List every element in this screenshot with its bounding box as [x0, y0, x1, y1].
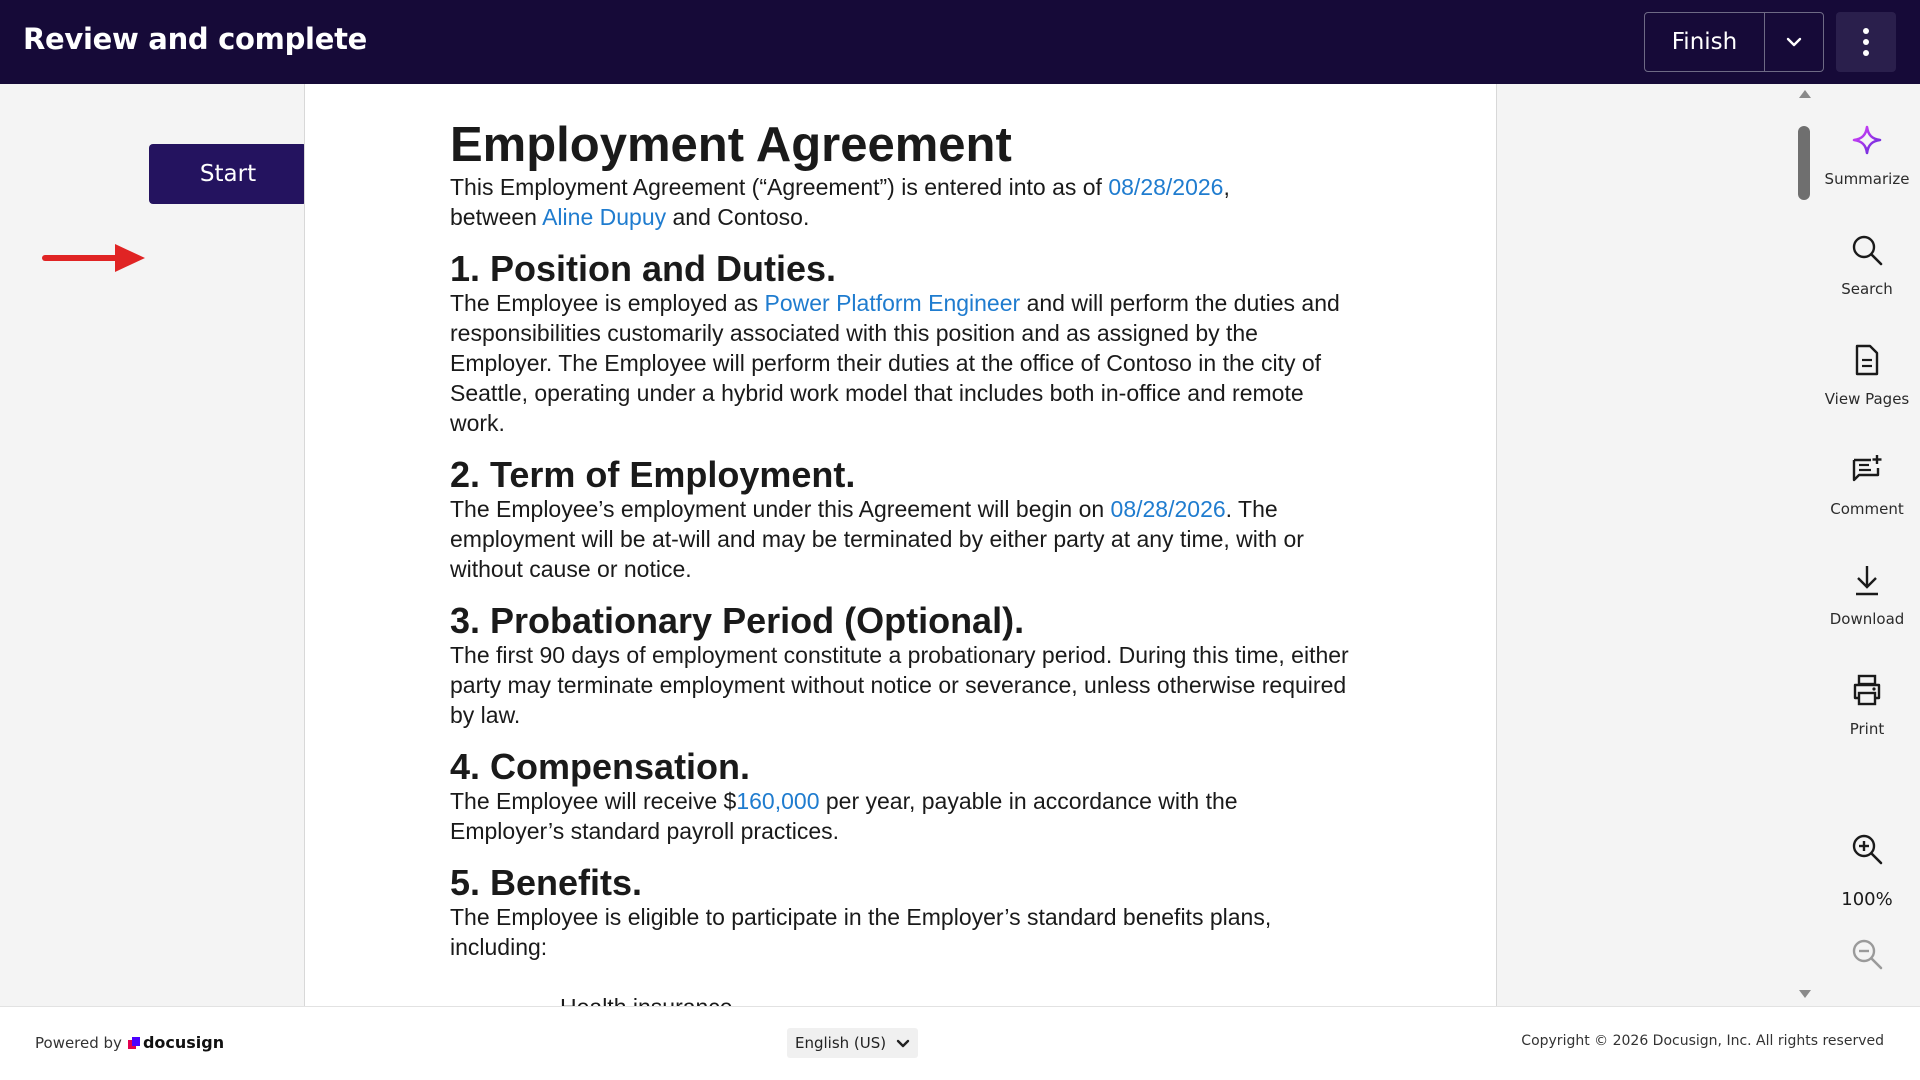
kebab-icon — [1862, 27, 1870, 57]
print-icon — [1852, 674, 1882, 706]
zoom-level: 100% — [1841, 889, 1893, 910]
more-options-button[interactable] — [1836, 12, 1896, 72]
download-button[interactable] — [1814, 560, 1920, 628]
section-heading: 2. Term of Employment. — [450, 454, 856, 495]
section-body: The Employee is employed as Power Platform Engineer and will perform the duties and responsibilities customarily associated with this position and as assigned by the Employer. The Employee will perform their duties at the office of Contoso in the city of Seattle, operating under a hybrid work model that includes both in-office and remote work. — [450, 290, 1340, 436]
summarize-label: Summarize — [1824, 170, 1910, 188]
tools-sidebar — [1814, 84, 1920, 1006]
docusign-logo — [128, 1033, 224, 1052]
salary-field[interactable]: 160,000 — [736, 788, 820, 814]
zoom-in-icon — [1851, 833, 1883, 865]
employee-name-field[interactable]: Aline Dupuy — [542, 204, 667, 230]
search-label: Search — [1841, 280, 1893, 298]
section-heading: 3. Probationary Period (Optional). — [450, 600, 1025, 641]
section-body: The Employee’s employment under this Agreement will begin on 08/28/2026. The employment will be at-will and may be terminated by either party at any time, with or without cause or notice. — [450, 496, 1304, 582]
scroll-up-icon[interactable] — [1799, 90, 1811, 98]
copyright-text: Copyright © 2026 Docusign, Inc. All rights reserved — [1521, 1033, 1884, 1049]
finish-options-button[interactable] — [1765, 13, 1823, 71]
comment-add-icon — [1851, 454, 1883, 486]
docusign-logo-icon — [128, 1037, 140, 1049]
sparkle-icon — [1852, 125, 1882, 155]
language-label: English (US) — [795, 1034, 887, 1052]
job-title-field[interactable]: Power Platform Engineer — [764, 290, 1021, 316]
start-button[interactable]: Start — [149, 144, 307, 204]
intro-paragraph: This Employment Agreement (“Agreement”) is entered into as of 08/28/2026, between Aline Dupuy and Contoso. — [450, 174, 1230, 230]
search-icon — [1851, 234, 1883, 266]
language-selector[interactable] — [787, 1028, 918, 1058]
start-date-field[interactable]: 08/28/2026 — [1110, 496, 1226, 522]
finish-button[interactable]: Finish — [1645, 13, 1765, 71]
scroll-thumb[interactable] — [1798, 126, 1810, 200]
document-viewer[interactable] — [304, 84, 1497, 1006]
comment-label: Comment — [1830, 500, 1904, 518]
powered-by-label: Powered by — [35, 1033, 122, 1052]
search-button[interactable] — [1814, 230, 1920, 298]
top-bar — [0, 0, 1920, 84]
view-pages-label: View Pages — [1824, 390, 1910, 408]
print-button[interactable] — [1814, 670, 1920, 738]
arrow-right-icon — [43, 241, 147, 275]
scroll-down-icon[interactable] — [1799, 990, 1811, 998]
document-scrollbar[interactable] — [1794, 84, 1814, 1006]
section-body: The first 90 days of employment constitute a probationary period. During this time, either party may terminate employment without notice or severance, unless otherwise required by law. — [450, 642, 1349, 728]
section-heading: 1. Position and Duties. — [450, 248, 837, 289]
view-pages-button[interactable] — [1814, 340, 1920, 408]
document-title: Employment Agreement — [450, 118, 1012, 172]
chevron-down-icon — [1786, 37, 1802, 47]
section-heading: 5. Benefits. — [450, 862, 643, 903]
zoom-out-icon — [1851, 938, 1883, 970]
zoom-in-button[interactable] — [1814, 829, 1920, 869]
zoom-out-button[interactable] — [1814, 934, 1920, 974]
summarize-button[interactable] — [1814, 120, 1920, 188]
brand-name: docusign — [142, 1033, 225, 1052]
print-label: Print — [1849, 720, 1885, 738]
section-body: The Employee is eligible to participate in the Employer’s standard benefits plans, including: — [450, 904, 1272, 960]
section-body: The Employee will receive $160,000 per year, payable in accordance with the Employer’s standard payroll practices. — [450, 788, 1238, 844]
powered-by — [35, 1033, 224, 1052]
document-page — [450, 118, 1350, 1022]
chevron-down-icon — [896, 1039, 910, 1048]
page-icon — [1854, 344, 1880, 376]
page-title: Review and complete — [23, 22, 367, 56]
download-icon — [1853, 564, 1881, 596]
footer — [0, 1006, 1920, 1080]
download-label: Download — [1829, 610, 1905, 628]
agreement-date-field[interactable]: 08/28/2026 — [1108, 174, 1224, 200]
left-panel — [0, 84, 304, 1006]
section-heading: 4. Compensation. — [450, 746, 751, 787]
finish-button-group — [1644, 12, 1824, 72]
comment-button[interactable] — [1814, 450, 1920, 518]
